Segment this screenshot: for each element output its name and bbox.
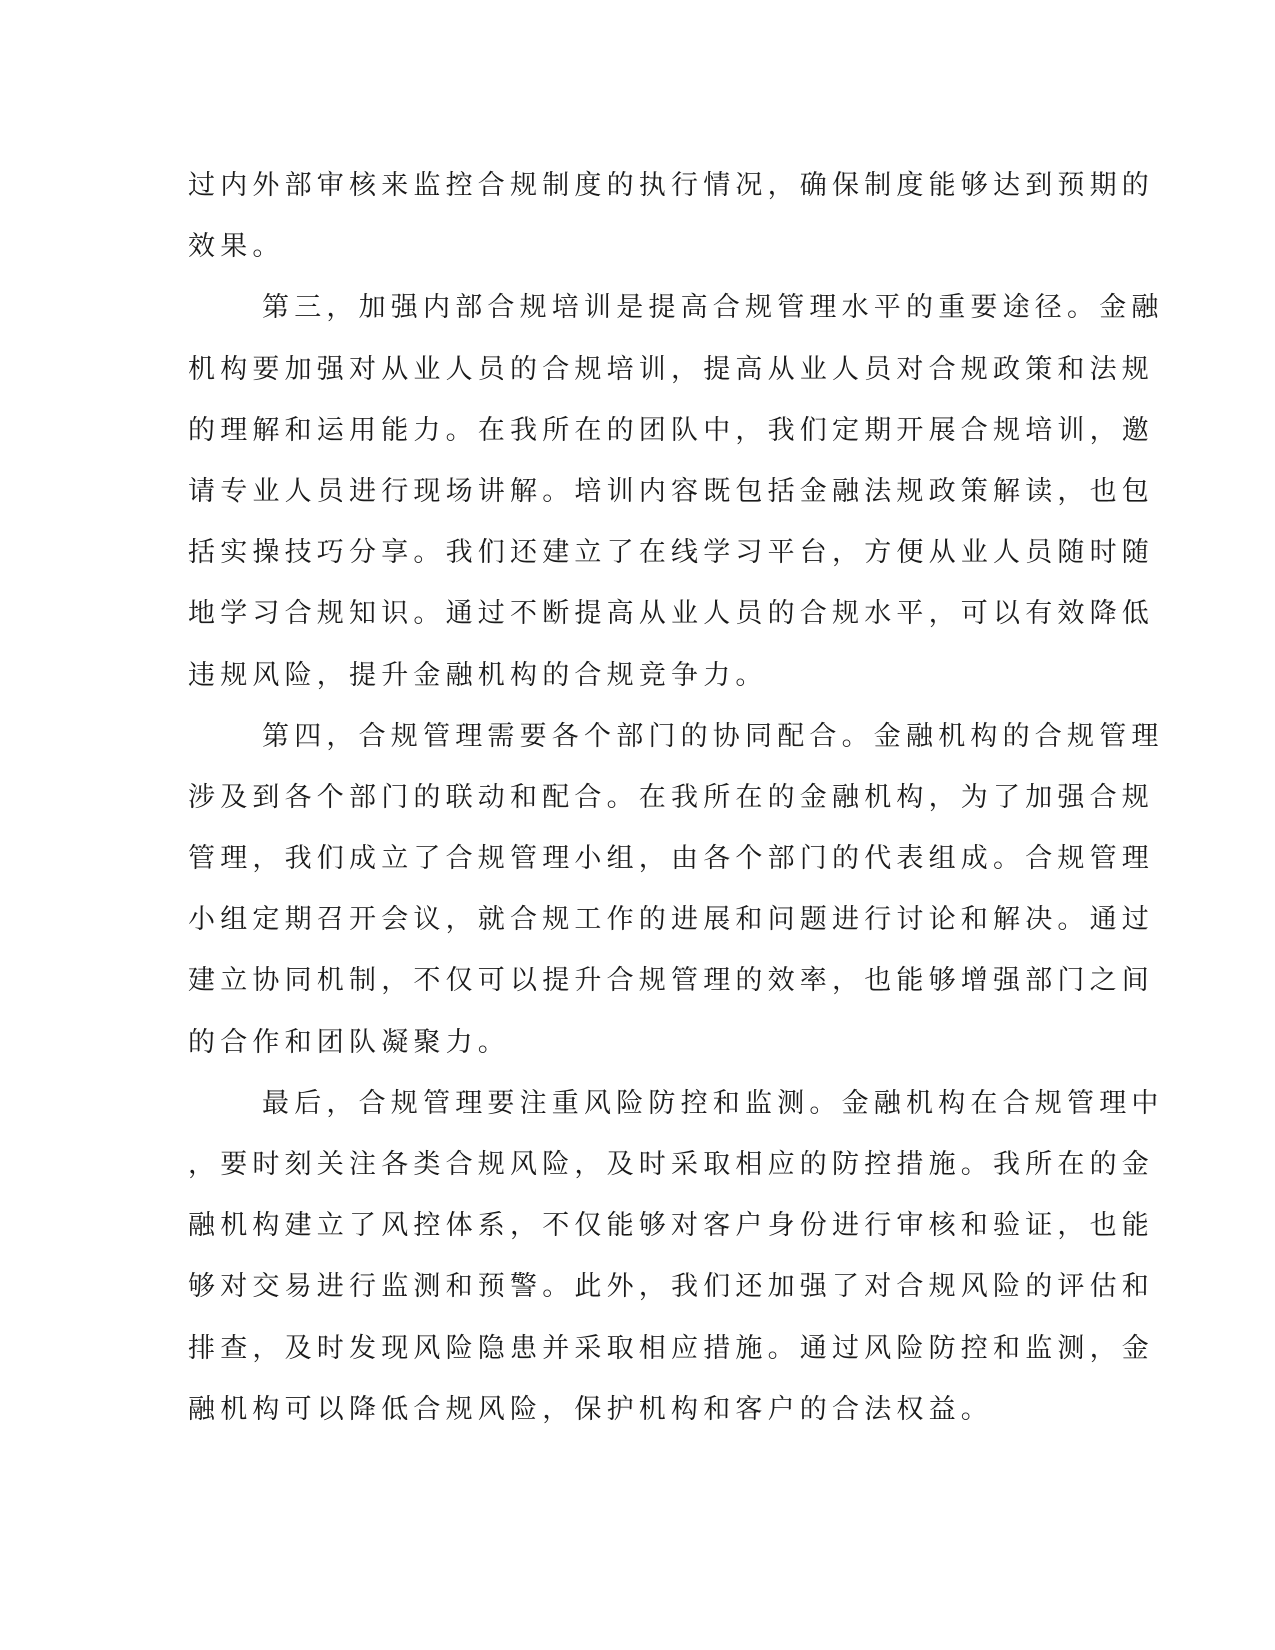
text-line: 违规风险，提升金融机构的合规竞争力。 <box>188 659 768 691</box>
text-line: 够对交易进行监测和预警。此外，我们还加强了对合规风险的评估和 <box>188 1271 1154 1303</box>
text-line: 地学习合规知识。通过不断提高从业人员的合规水平，可以有效降低 <box>188 598 1154 630</box>
text-line: 的理解和运用能力。在我所在的团队中，我们定期开展合规培训，邀 <box>188 414 1154 446</box>
paragraph-department-coordination <box>188 706 1164 1073</box>
text-line-first: 最后，合规管理要注重风险防控和监测。金融机构在合规管理中 <box>262 1087 1164 1119</box>
paragraph-risk-control <box>188 1073 1164 1440</box>
text-line-first: 第三，加强内部合规培训是提高合规管理水平的重要途径。金融 <box>262 292 1164 324</box>
text-line: 的合作和团队凝聚力。 <box>188 1026 510 1058</box>
text-line: 请专业人员进行现场讲解。培训内容既包括金融法规政策解读，也包 <box>188 475 1154 507</box>
text-line: 管理，我们成立了合规管理小组，由各个部门的代表组成。合规管理 <box>188 843 1154 875</box>
text-line: 过内外部审核来监控合规制度的执行情况，确保制度能够达到预期的 <box>188 170 1154 201</box>
text-line: 小组定期召开会议，就合规工作的进展和问题进行讨论和解决。通过 <box>188 904 1154 936</box>
text-line: 排查，及时发现风险隐患并采取相应措施。通过风险防控和监测，金 <box>188 1332 1154 1364</box>
text-line: ，要时刻关注各类合规风险，及时采取相应的防控措施。我所在的金 <box>188 1149 1154 1180</box>
text-line: 建立协同机制，不仅可以提升合规管理的效率，也能够增强部门之间 <box>188 965 1154 997</box>
text-line: 括实操技巧分享。我们还建立了在线学习平台，方便从业人员随时随 <box>188 537 1154 569</box>
text-line: 融机构可以降低合规风险，保护机构和客户的合法权益。 <box>188 1393 993 1425</box>
paragraph-audit-continuation <box>188 155 1154 277</box>
text-line: 融机构建立了风控体系，不仅能够对客户身份进行审核和验证，也能 <box>188 1210 1154 1242</box>
document-body <box>188 155 1164 1440</box>
text-line: 机构要加强对从业人员的合规培训，提高从业人员对合规政策和法规 <box>188 353 1154 385</box>
paragraph-compliance-training <box>188 277 1164 705</box>
text-line: 效果。 <box>188 231 285 263</box>
text-line-first: 第四，合规管理需要各个部门的协同配合。金融机构的合规管理 <box>262 720 1164 752</box>
text-line: 涉及到各个部门的联动和配合。在我所在的金融机构，为了加强合规 <box>188 781 1154 813</box>
